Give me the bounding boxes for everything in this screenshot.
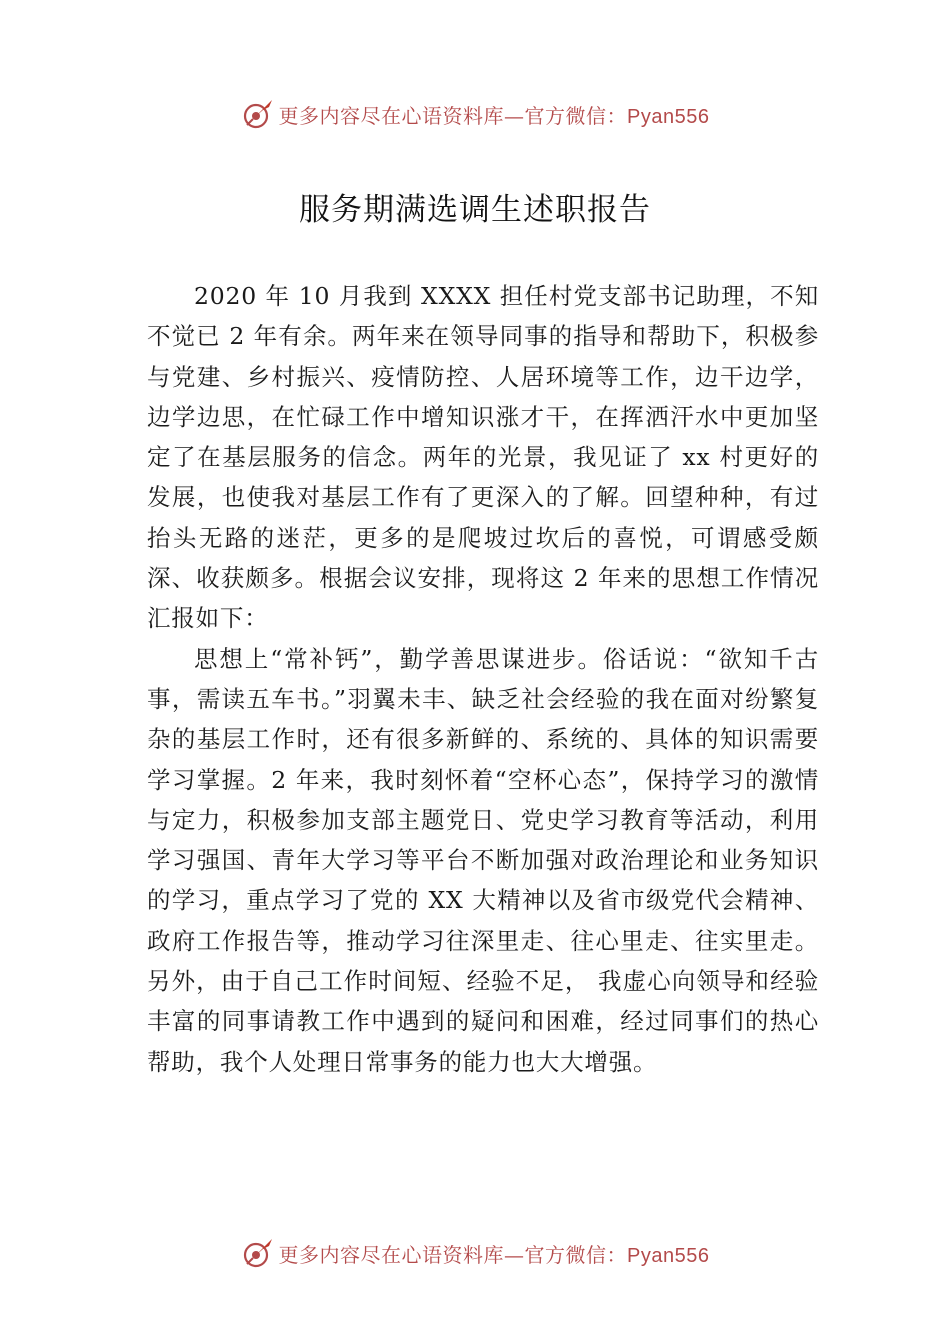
footer-banner — [0, 1233, 950, 1273]
paragraph-study: 思想上“常补钙”，勤学善思谋进步。俗话说：“欲知千古事，需读五车书。”羽翼未丰、缺乏社会经验的我在面对纷繁复杂的基层工作时，还有很多新鲜的、系统的、具体的知识需要学习掌握。2 年来，我时刻怀着“空杯心态”，保持学习的激情与定力，积极参加支部主题党日、党史学习教育等活动，利用学习强国、青年大学习等平台不断加强对政治理论和业务知识的学习，重点学习了党的 XX 大精神以及省市级党代会精神、政府工作报告等，推动学习往深里走、往心里走、往实里走。另外，由于自己工作时间短、经验不足， 我虚心向领导和经验丰富的同事请教工作中遇到的疑问和困难，经过同事们的热心帮助，我个人处理日常事务的能力也大大增强。 — [147, 644, 819, 1076]
banner-text: 更多内容尽在心语资料库—官方微信：Pyan556 — [278, 1242, 710, 1267]
header-banner — [0, 94, 950, 134]
paragraph-intro: 2020 年 10 月我到 XXXX 担任村党支部书记助理，不知不觉已 2 年有余。两年来在领导同事的指导和帮助下，积极参与党建、乡村振兴、疫情防控、人居环境等工作，边干边学，边学边思，在忙碌工作中增知识涨才干，在挥洒汗水中更加坚定了在基层服务的信念。两年的光景，我见证了 xx 村更好的发展，也使我对基层工作有了更深入的了解。回望种种，有过抬头无路的迷茫，更多的是爬坡过坎后的喜悦，可谓感受颇深、收获颇多。根据会议安排，现将这 2 年来的思想工作情况汇报如下： — [147, 282, 819, 633]
quill-logo-icon — [241, 1236, 275, 1270]
wechat-id: Pyan556 — [627, 1244, 710, 1267]
document-body — [147, 276, 819, 1082]
banner-text: 更多内容尽在心语资料库—官方微信：Pyan556 — [278, 103, 710, 128]
wechat-id: Pyan556 — [627, 105, 710, 128]
document-title: 服务期满选调生述职报告 — [299, 192, 651, 228]
quill-logo-icon — [241, 97, 275, 131]
